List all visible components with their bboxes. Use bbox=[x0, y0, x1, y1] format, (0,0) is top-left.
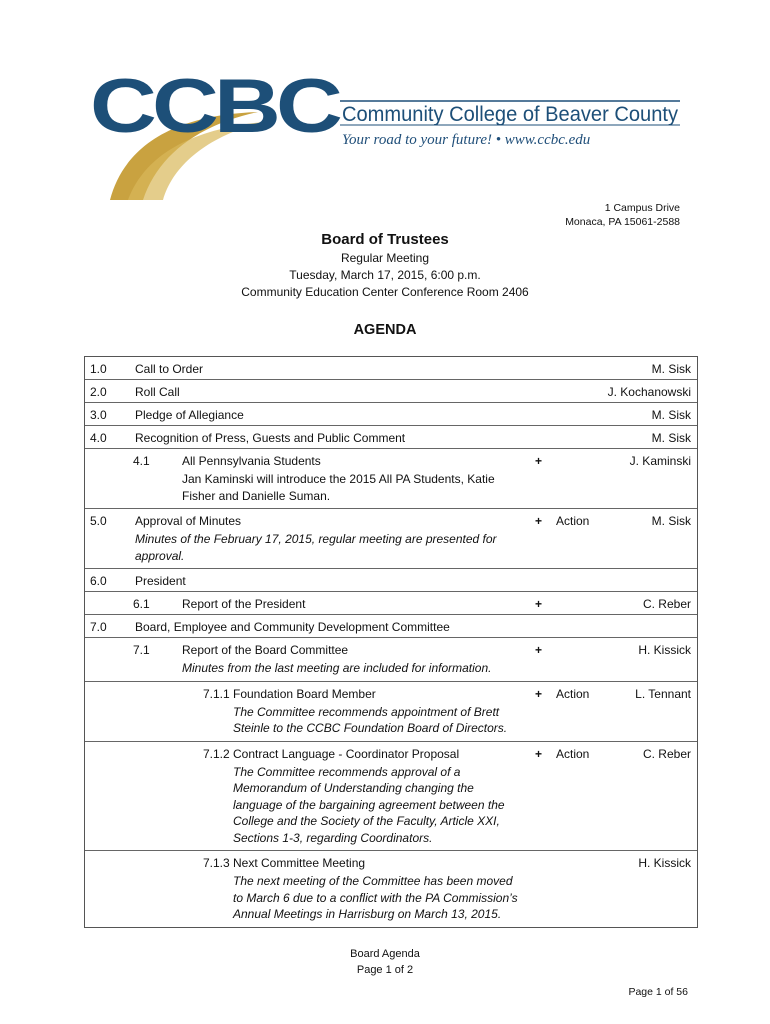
note-line: Memorandum of Understanding changing the bbox=[233, 781, 474, 795]
item-note bbox=[85, 471, 697, 508]
agenda-subitem-4-1 bbox=[85, 449, 697, 471]
meeting-type: Regular Meeting bbox=[340, 251, 430, 265]
item-note bbox=[85, 660, 697, 681]
note-line: Steinle to the CCBC Foundation Board of Directors. bbox=[233, 721, 508, 735]
item-number: 4.0 bbox=[90, 431, 107, 445]
item-number: 7.0 bbox=[90, 620, 107, 634]
item-number: 7.1.3 bbox=[203, 856, 230, 870]
item-presenter: C. Reber bbox=[642, 746, 691, 761]
item-number: 6.0 bbox=[90, 574, 107, 588]
item-number: 6.1 bbox=[133, 597, 150, 611]
note-line: College and the Society of the Faculty, Article XXI, bbox=[233, 814, 500, 828]
attachment-marker: + bbox=[535, 597, 543, 611]
item-presenter: J. Kaminski bbox=[629, 454, 691, 468]
item-title: Next Committee Meeting bbox=[233, 856, 366, 870]
item-title: Report of the Board Committee bbox=[182, 643, 349, 657]
logo-college-name: Community College of Beaver County bbox=[342, 103, 679, 126]
agenda-item-1 bbox=[85, 357, 697, 380]
address-line-2: Monaca, PA 15061-2588 bbox=[565, 216, 680, 228]
note-line: Annual Meetings in Harrisburg on March 13, 2015. bbox=[233, 907, 502, 921]
item-title: Pledge of Allegiance bbox=[135, 408, 244, 422]
logo-letters: CCBC bbox=[90, 70, 341, 149]
note-line: Fisher and Danielle Suman. bbox=[182, 488, 331, 503]
agenda-subitem-7-1-3 bbox=[85, 851, 697, 927]
item-number: 2.0 bbox=[90, 385, 107, 399]
item-title: All Pennsylvania Students bbox=[182, 454, 321, 468]
meeting-location: Community Education Center Conference Room 2406 bbox=[241, 285, 529, 299]
item-presenter: M. Sisk bbox=[651, 362, 691, 376]
board-title: Board of Trustees bbox=[321, 231, 449, 248]
item-presenter: H. Kissick bbox=[638, 643, 691, 657]
pdf-page-count: Page 1 of 56 bbox=[628, 986, 688, 998]
note-line: Minutes of the February 17, 2015, regular meeting are presented for bbox=[135, 532, 497, 546]
attachment-marker: + bbox=[535, 514, 543, 528]
action-flag: Action bbox=[556, 514, 590, 528]
footer-doc-name: Board Agenda bbox=[350, 948, 420, 960]
agenda-item-7 bbox=[85, 615, 697, 927]
agenda-item-4 bbox=[85, 426, 697, 509]
agenda-subitem-6-1 bbox=[85, 592, 697, 614]
action-flag: Action bbox=[556, 746, 590, 761]
note-line: to March 6 due to a conflict with the PA Commission’s bbox=[233, 890, 518, 905]
item-number: 5.0 bbox=[90, 514, 107, 528]
note-line: The next meeting of the Committee has been moved bbox=[233, 874, 513, 888]
item-presenter: H. Kissick bbox=[638, 856, 691, 870]
agenda-item-3 bbox=[85, 403, 697, 426]
note-line: The Committee recommends approval of a bbox=[233, 764, 461, 779]
item-title: Report of the President bbox=[182, 597, 306, 611]
item-title: Approval of Minutes bbox=[135, 514, 242, 528]
note-line: Sections 1-3, regarding Coordinators. bbox=[233, 830, 433, 845]
item-number: 4.1 bbox=[133, 454, 150, 468]
attachment-marker: + bbox=[535, 686, 543, 701]
item-note bbox=[85, 531, 697, 568]
item-title: Foundation Board Member bbox=[233, 686, 376, 701]
note-line: approval. bbox=[135, 548, 185, 563]
agenda-heading: AGENDA bbox=[353, 322, 417, 338]
item-note bbox=[85, 704, 697, 741]
attachment-marker: + bbox=[535, 746, 543, 761]
item-number: 1.0 bbox=[90, 362, 107, 376]
note-line: Minutes from the last meeting are included for information. bbox=[182, 661, 492, 675]
item-title: President bbox=[135, 574, 186, 588]
item-title: Call to Order bbox=[135, 362, 204, 376]
attachment-marker: + bbox=[535, 643, 543, 657]
item-number: 7.1.2 bbox=[203, 746, 230, 761]
agenda-item-2 bbox=[85, 380, 697, 403]
ccbc-logo bbox=[88, 70, 680, 202]
agenda-subitem-7-1-1 bbox=[85, 682, 697, 742]
item-presenter: C. Reber bbox=[642, 597, 691, 611]
logo-tagline: Your road to your future! • www.ccbc.edu bbox=[342, 132, 591, 148]
agenda-item-6 bbox=[85, 569, 697, 615]
agenda-table bbox=[84, 356, 698, 928]
attachment-marker: + bbox=[535, 454, 543, 468]
agenda-subitem-7-1-2 bbox=[85, 742, 697, 852]
agenda-subitem-7-1 bbox=[85, 638, 697, 682]
item-presenter: L. Tennant bbox=[635, 686, 691, 701]
note-line: The Committee recommends appointment of Brett bbox=[233, 704, 500, 719]
item-presenter: M. Sisk bbox=[651, 431, 691, 445]
footer-page-number: Page 1 of 2 bbox=[356, 964, 414, 976]
item-note bbox=[85, 764, 697, 851]
action-flag: Action bbox=[556, 686, 590, 701]
item-note bbox=[85, 873, 697, 927]
campus-address bbox=[565, 201, 680, 229]
item-title: Contract Language - Coordinator Proposal bbox=[233, 746, 460, 761]
item-number: 3.0 bbox=[90, 408, 107, 422]
agenda-item-5 bbox=[85, 509, 697, 569]
note-line: language of the bargaining agreement between the bbox=[233, 797, 505, 812]
item-presenter: J. Kochanowski bbox=[607, 385, 691, 399]
meeting-date: Tuesday, March 17, 2015, 6:00 p.m. bbox=[289, 268, 481, 282]
item-presenter: M. Sisk bbox=[651, 514, 691, 528]
item-number: 7.1.1 bbox=[203, 686, 230, 701]
item-presenter: M. Sisk bbox=[651, 408, 691, 422]
item-title: Recognition of Press, Guests and Public Comment bbox=[135, 431, 406, 445]
address-line-1: 1 Campus Drive bbox=[604, 202, 680, 214]
page-footer bbox=[0, 946, 770, 978]
item-title: Board, Employee and Community Development Committee bbox=[135, 620, 450, 634]
item-title: Roll Call bbox=[135, 385, 180, 399]
item-number: 7.1 bbox=[133, 643, 150, 657]
note-line: Jan Kaminski will introduce the 2015 All PA Students, Katie bbox=[182, 472, 495, 486]
